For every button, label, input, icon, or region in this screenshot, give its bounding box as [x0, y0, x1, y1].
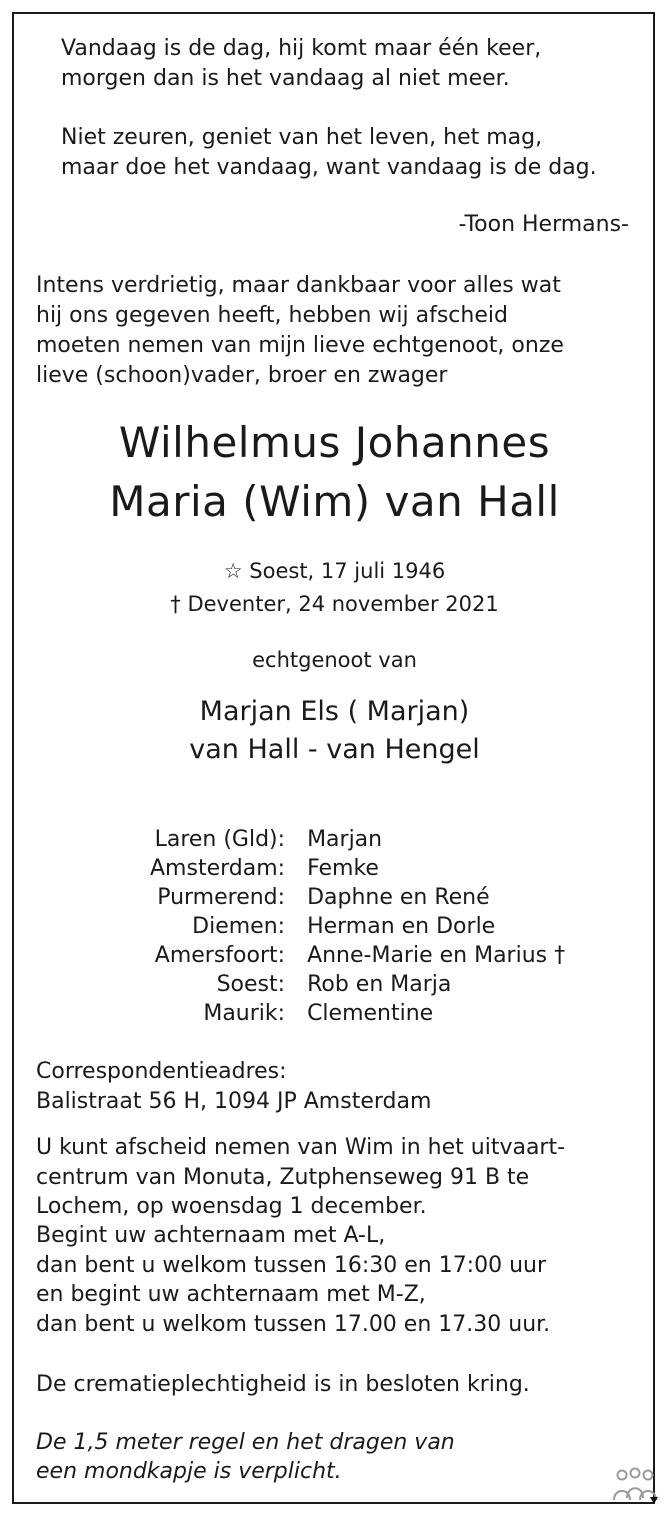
poem-line-2: morgen dan is het vandaag al niet meer. — [61, 66, 510, 91]
ceremony-text: De crematieplechtigheid is in besloten kring. — [36, 1372, 530, 1397]
family-names: Rob en Marja — [307, 972, 452, 997]
family-row — [150, 912, 565, 941]
poem-line-4: maar doe het vandaag, want vandaag is de dag. — [61, 155, 597, 180]
spouse-name-line-1: Marjan Els ( Marjan) — [199, 696, 470, 727]
family-place: Soest: — [216, 972, 286, 997]
cross-icon: † — [554, 943, 566, 968]
people-group-icon — [610, 1466, 660, 1506]
family-row — [150, 941, 565, 970]
family-place: Amersfoort: — [154, 943, 286, 968]
death-text: Deventer, 24 november 2021 — [187, 592, 499, 616]
farewell-line-1: U kunt afscheid nemen van Wim in het uitvaart- — [36, 1135, 566, 1160]
farewell-line-4: Begint uw achternaam met A-L, — [36, 1223, 386, 1248]
family-row — [150, 970, 565, 999]
intro-line-2: hij ons gegeven heeft, hebben wij afscheid — [36, 303, 508, 328]
family-names: Daphne en René — [307, 885, 490, 910]
intro-line-1: Intens verdrietig, maar dankbaar voor alles wat — [36, 273, 561, 298]
family-names: Herman en Dorle — [307, 914, 496, 939]
family-place: Maurik: — [203, 1001, 286, 1026]
farewell-line-3: Lochem, op woensdag 1 december. — [36, 1194, 427, 1219]
poem-line-3: Niet zeuren, geniet van het leven, het mag, — [61, 125, 543, 150]
notice-line-1: De 1,5 meter regel en het dragen van — [36, 1430, 455, 1455]
family-place: Amsterdam: — [150, 856, 286, 881]
intro-line-4: lieve (schoon)vader, broer en zwager — [36, 363, 448, 388]
family-names: Femke — [307, 856, 379, 881]
family-names: Marjan — [307, 827, 383, 852]
farewell-line-6: en begint uw achternaam met M-Z, — [36, 1282, 426, 1307]
farewell-line-2: centrum van Monuta, Zutphenseweg 91 B te — [36, 1165, 530, 1190]
spouse-label: echtgenoot van — [252, 648, 417, 672]
family-row — [150, 883, 565, 912]
death-cross-icon: † — [170, 592, 181, 616]
family-row — [150, 999, 565, 1028]
correspondence-address: Balistraat 56 H, 1094 JP Amsterdam — [36, 1089, 432, 1114]
birth-line — [0, 555, 669, 587]
farewell-line-5: dan bent u welkom tussen 16:30 en 17:00 uur — [36, 1253, 547, 1278]
notice-line-2: een mondkapje is verplicht. — [36, 1459, 342, 1484]
spouse-name-line-2: van Hall - van Hengel — [189, 734, 480, 765]
poem-author: -Toon Hermans- — [458, 212, 629, 237]
poem-line-1: Vandaag is de dag, hij komt maar één keer, — [61, 36, 542, 61]
death-line — [0, 588, 669, 620]
birth-star-icon: ☆ — [223, 559, 243, 583]
deceased-name-line-1: Wilhelmus Johannes — [118, 418, 551, 467]
correspondence-label: Correspondentieadres: — [36, 1059, 287, 1084]
family-names: Anne-Marie en Marius † — [307, 943, 566, 968]
family-list — [150, 825, 565, 1028]
family-row — [150, 825, 565, 854]
intro-line-3: moeten nemen van mijn lieve echtgenoot, onze — [36, 333, 564, 358]
family-place: Purmerend: — [157, 885, 286, 910]
family-names: Clementine — [307, 1001, 434, 1026]
family-place: Diemen: — [192, 914, 286, 939]
birth-text: Soest, 17 juli 1946 — [249, 559, 446, 583]
deceased-name-line-2: Maria (Wim) van Hall — [109, 477, 560, 526]
family-place: Laren (Gld): — [154, 827, 286, 852]
family-row — [150, 854, 565, 883]
farewell-line-7: dan bent u welkom tussen 17.00 en 17.30 uur. — [36, 1312, 551, 1337]
